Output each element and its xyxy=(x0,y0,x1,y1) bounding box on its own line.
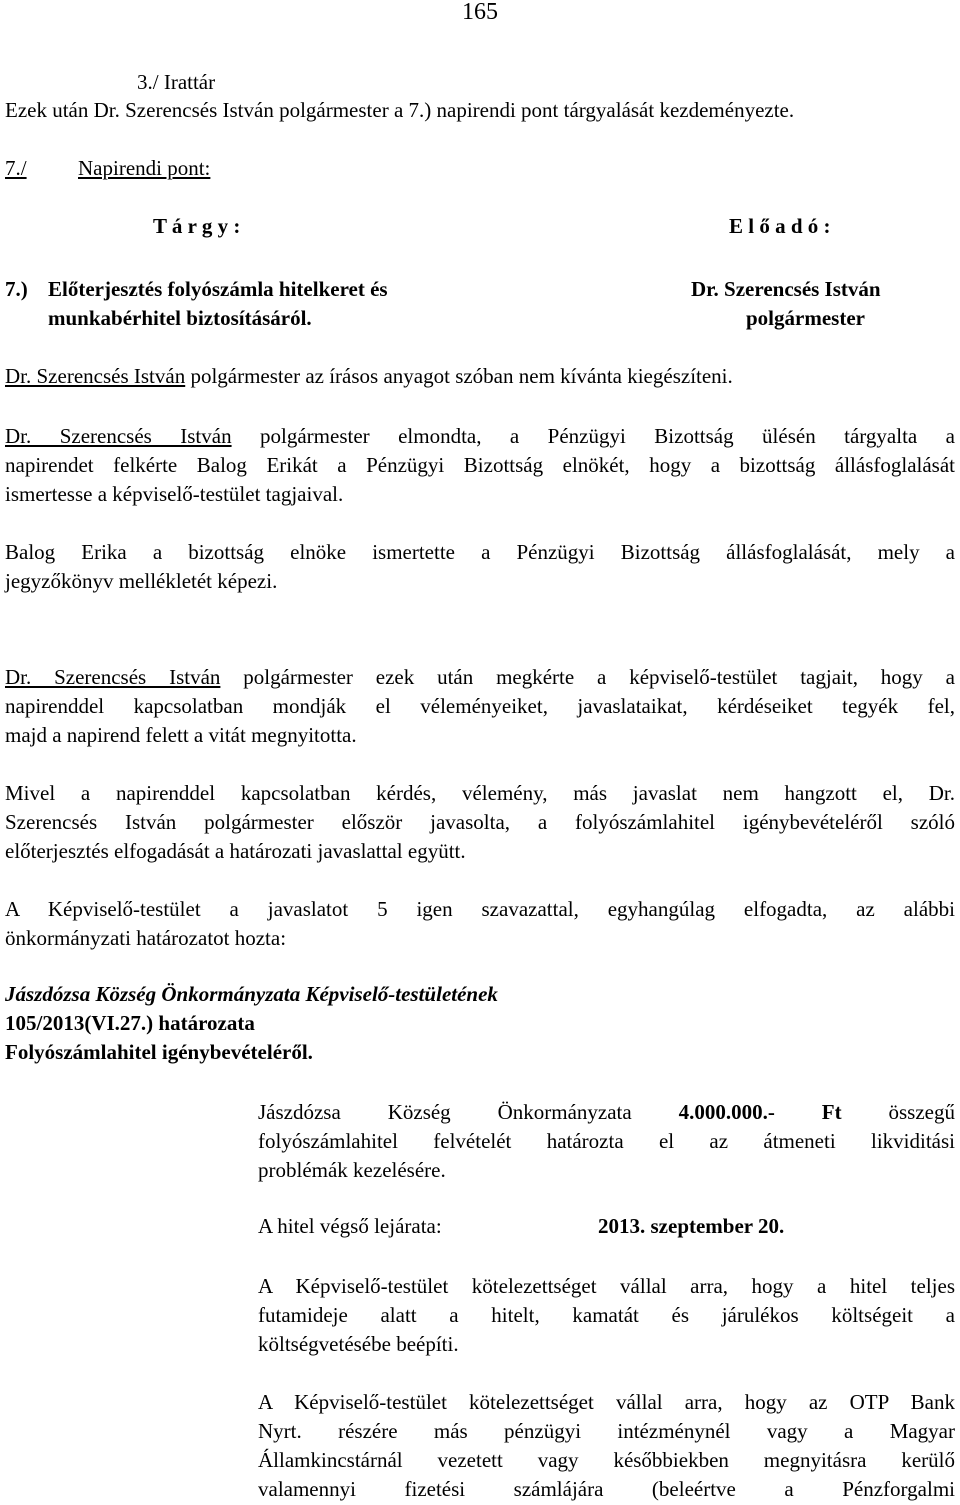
maturity-label: A hitel végső lejárata: xyxy=(258,1214,442,1238)
paragraph-3 xyxy=(5,538,955,596)
resolution-paragraph-2-line-3: költségvetésébe beépíti. xyxy=(258,1332,459,1356)
resolution-paragraph-3 xyxy=(258,1388,955,1504)
paragraph-5-line-1: Mivel a napirenddel kapcsolatban kérdés, vélemény, más javaslat nem hangzott el, Dr. xyxy=(5,781,955,805)
paragraph-4-line-3: majd a napirend felett a vitát megnyitotta. xyxy=(5,723,357,747)
resolution-paragraph-2-line-1: A Képviselő-testület kötelezettséget vállal arra, hogy a hitel teljes xyxy=(258,1274,955,1298)
paragraph-6-line-2: önkormányzati határozatot hozta: xyxy=(5,926,287,950)
agenda-item-title-line2: munkabérhitel biztosításáról. xyxy=(48,306,312,330)
paragraph-2-name: Dr. Szerencsés István xyxy=(5,424,232,448)
agenda-item-title-line1: Előterjesztés folyószámla hitelkeret és xyxy=(48,277,388,301)
page-number: 165 xyxy=(462,0,498,25)
paragraph-6-line-1: A Képviselő-testület a javaslatot 5 igen szavazattal, egyhangúlag elfogadta, az alábbi xyxy=(5,897,955,921)
paragraph-2-line-3: ismertesse a képviselő-testület tagjaival. xyxy=(5,482,344,506)
resolution-paragraph-2 xyxy=(258,1272,955,1359)
paragraph-3-line-1: Balog Erika a bizottság elnöke ismertette a Pénzügyi Bizottság állásfoglalását, mely a xyxy=(5,540,955,564)
paragraph-1-text: polgármester az írásos anyagot szóban nem kívánta kiegészíteni. xyxy=(185,364,733,388)
agenda-number-label: 7./ xyxy=(5,156,27,180)
paragraph-5-line-3: előterjesztés elfogadását a határozati javaslattal együtt. xyxy=(5,839,466,863)
presenter-name: Dr. Szerencsés István xyxy=(691,277,881,301)
resolution-paragraph-3-line-1: A Képviselő-testület kötelezettséget vállal arra, hogy az OTP Bank xyxy=(258,1390,955,1414)
paragraph-4-line-1 xyxy=(5,663,955,692)
paragraph-6 xyxy=(5,895,955,953)
paragraph-5-line-2: Szerencsés István polgármester először javasolta, a folyószámlahitel igénybevételéről szóló xyxy=(5,810,955,834)
agenda-number xyxy=(5,156,27,181)
loan-amount: 4.000.000.- Ft xyxy=(678,1100,842,1124)
resolution-paragraph-1-line-3: problémák kezelésére. xyxy=(258,1158,446,1182)
resolution-body: Jászdózsa Község Önkormányzata Képviselő-testületének xyxy=(5,982,498,1006)
resolution-paragraph-1 xyxy=(258,1098,955,1185)
paragraph-1 xyxy=(5,364,733,389)
agenda-item-number: 7.) xyxy=(5,277,28,301)
agenda-label: Napirendi pont: xyxy=(78,156,211,180)
paragraph-4 xyxy=(5,663,955,750)
resolution-paragraph-3-line-2: Nyrt. részére más pénzügyi intézménynél vagy a Magyar xyxy=(258,1419,955,1443)
paragraph-2 xyxy=(5,422,955,509)
paragraph-2-line-1-text: polgármester elmondta, a Pénzügyi Bizottság ülésén tárgyalta a xyxy=(231,424,955,448)
subject-header: T á r g y : xyxy=(153,214,241,238)
presenter-header: E l ő a d ó : xyxy=(729,214,831,238)
paragraph-1-name: Dr. Szerencsés István xyxy=(5,364,186,388)
paragraph-4-name: Dr. Szerencsés István xyxy=(5,665,221,689)
previous-section-heading: 3./ Irattár xyxy=(137,70,216,94)
paragraph-4-line-2: napirenddel kapcsolatban mondják el véleményeiket, javaslataikat, kérdéseiket tegyék fel, xyxy=(5,694,955,718)
paragraph-4-line-1-text: polgármester ezek után megkérte a képviselő-testület tagjait, hogy a xyxy=(220,665,955,689)
paragraph-2-line-1 xyxy=(5,422,955,451)
resolution-paragraph-1-line-1 xyxy=(258,1098,955,1127)
resolution-paragraph-1-text-b: összegű xyxy=(841,1100,955,1124)
resolution-paragraph-3-line-3: Államkincstárnál vezetett vagy későbbiekben megnyitásra kerülő xyxy=(258,1448,955,1472)
resolution-number: 105/2013(VI.27.) határozata xyxy=(5,1011,255,1035)
maturity-date: 2013. szeptember 20. xyxy=(598,1214,785,1238)
presenter-role: polgármester xyxy=(746,306,865,330)
paragraph-3-line-2: jegyzőkönyv mellékletét képezi. xyxy=(5,569,278,593)
resolution-paragraph-3-line-4: valamennyi fizetési számlájára (beleértve a Pénzforgalmi xyxy=(258,1477,955,1501)
resolution-title: Folyószámlahitel igénybevételéről. xyxy=(5,1040,313,1064)
resolution-paragraph-2-line-2: futamideje alatt a hitelt, kamatát és járulékos költségeit a xyxy=(258,1303,955,1327)
intro-line: Ezek után Dr. Szerencsés István polgármester a 7.) napirendi pont tárgyalását kezdeményezte. xyxy=(5,98,795,122)
paragraph-5 xyxy=(5,779,955,866)
paragraph-2-line-2: napirendet felkérte Balog Erikát a Pénzügyi Bizottság elnökét, hogy a bizottság állásfoglalását xyxy=(5,453,955,477)
resolution-paragraph-1-line-2: folyószámlahitel felvételét határozta el az átmeneti likviditási xyxy=(258,1129,955,1153)
resolution-paragraph-1-text-a: Jászdózsa Község Önkormányzata xyxy=(258,1100,679,1124)
